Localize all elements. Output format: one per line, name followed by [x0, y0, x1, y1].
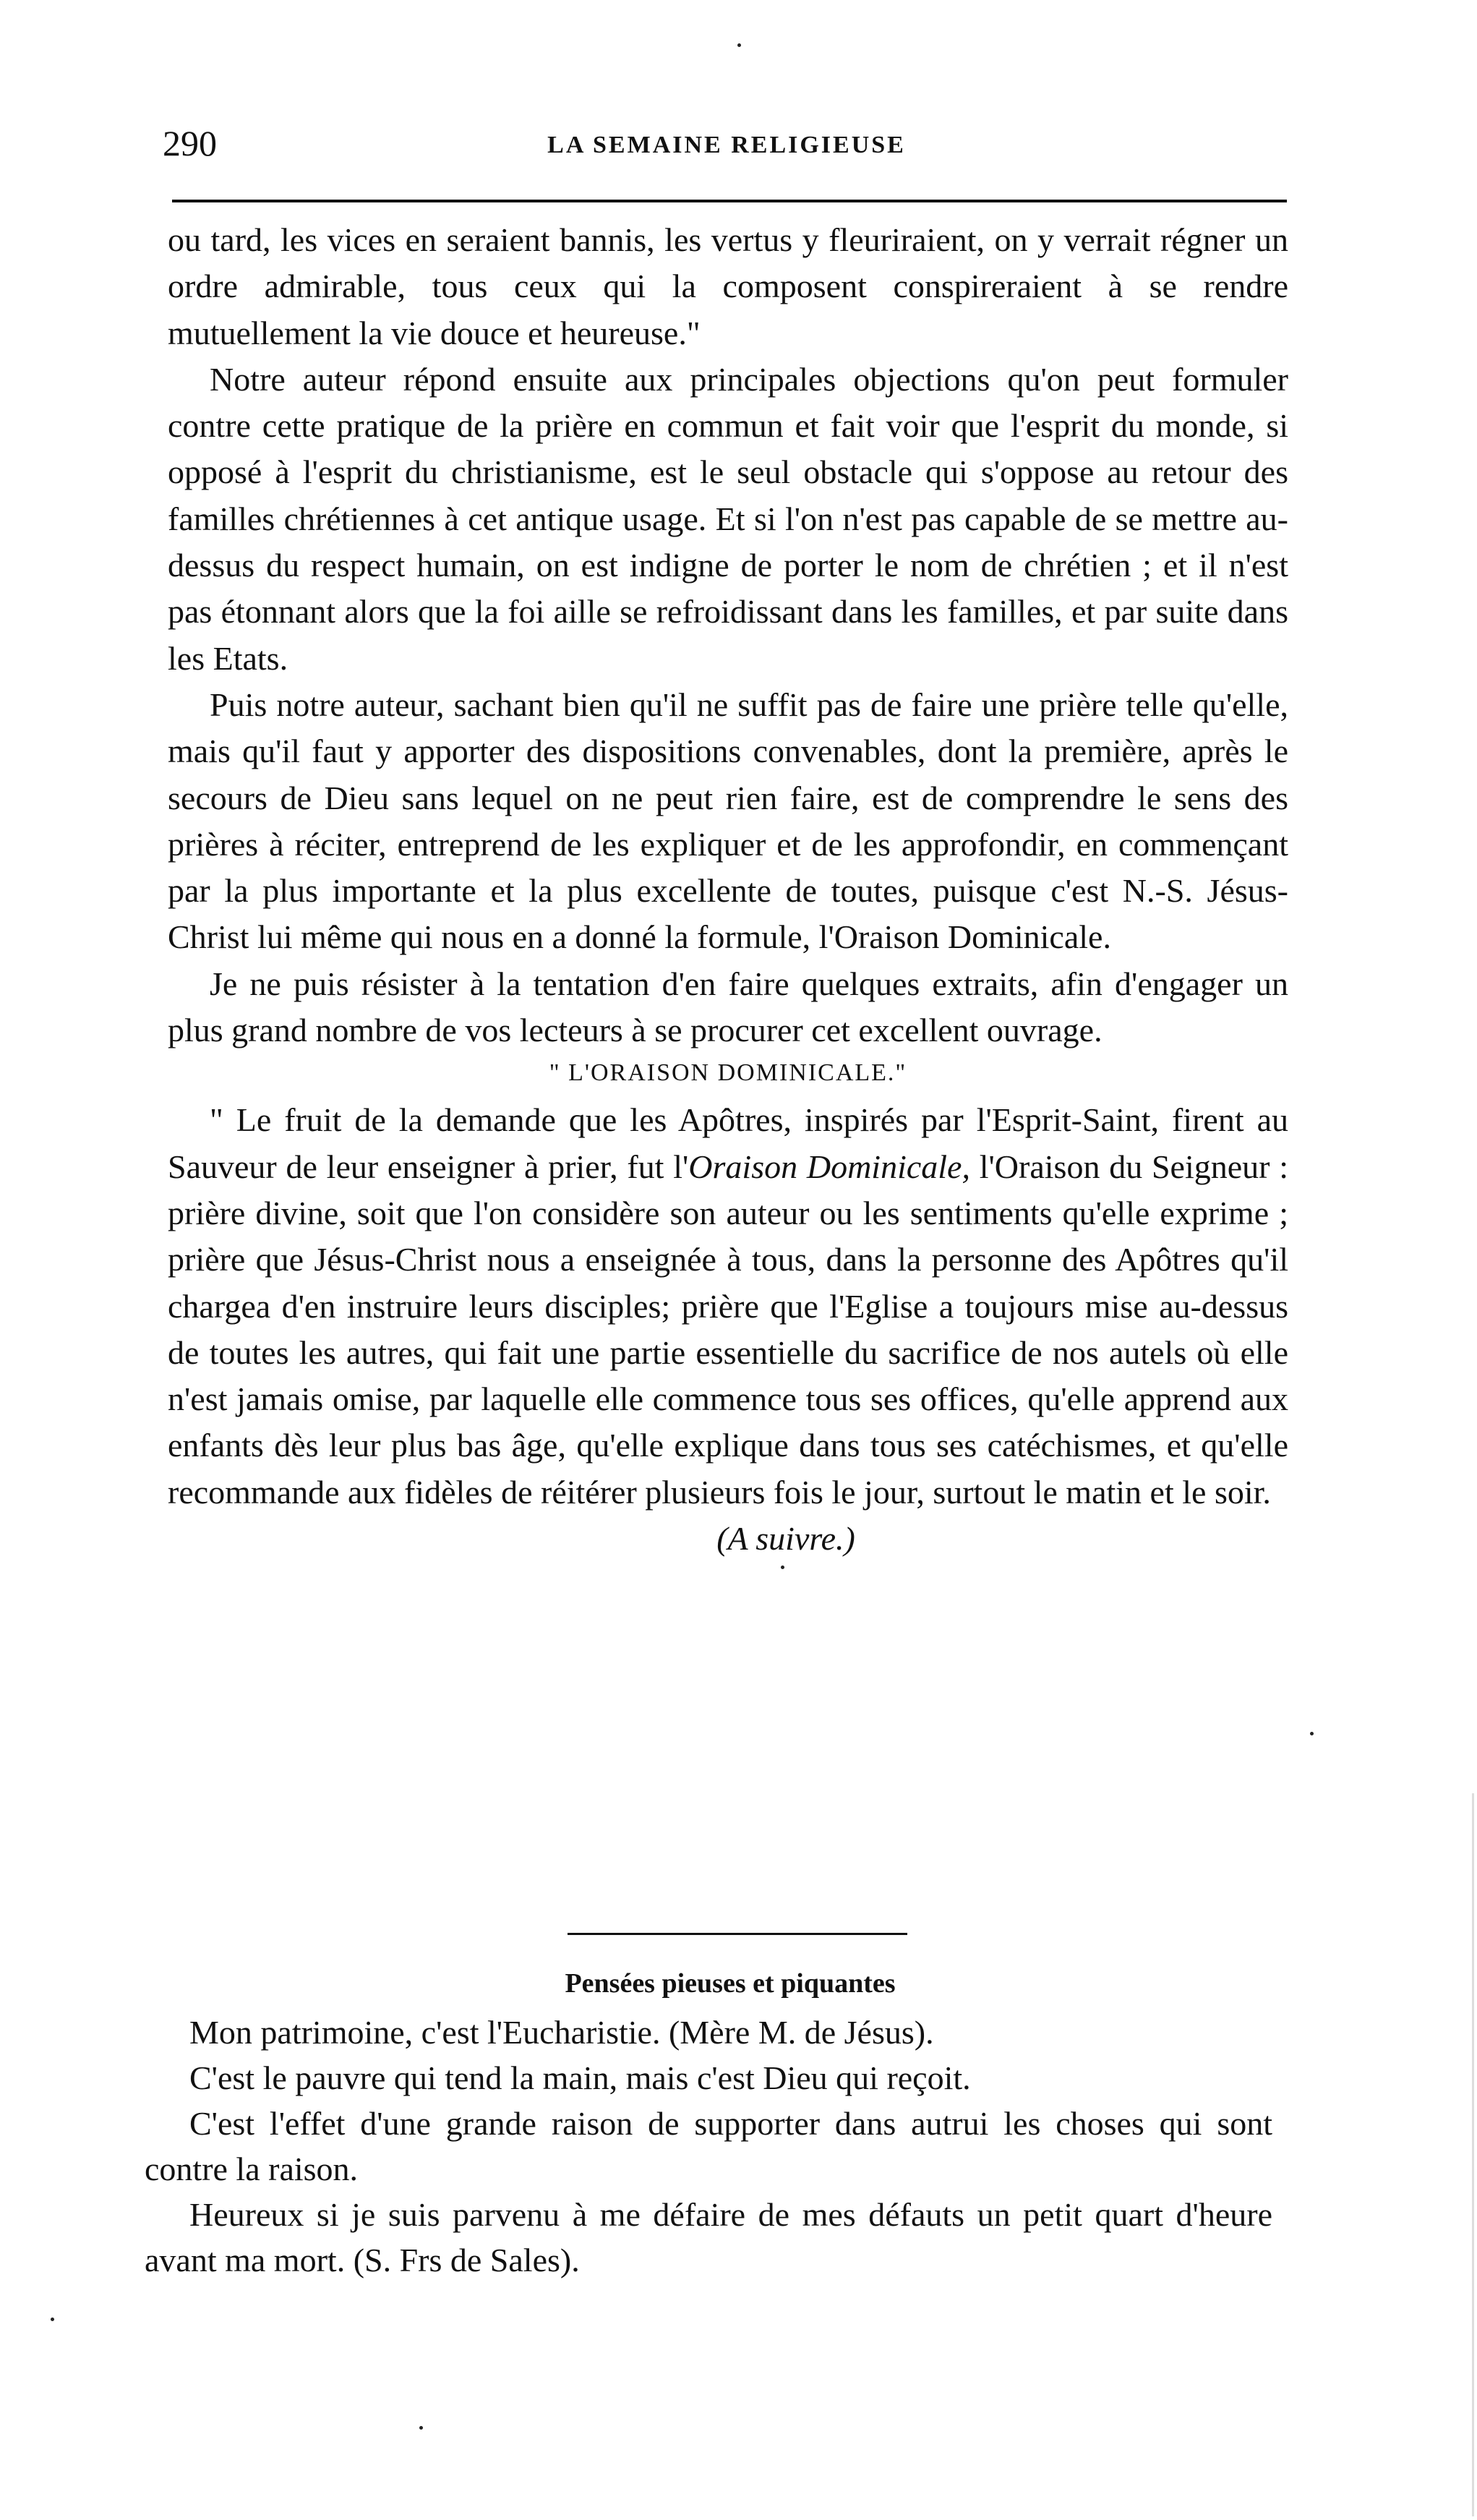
paragraph-dispositions: Puis notre auteur, sachant bien qu'il ne suffit pas de faire une prière telle qu'elle, mais qu'il faut y apporter des dispositions convenables, dont la première, après le secours de Dieu sans lequel on ne peut rien faire, est de comprendre le sens des prières à réciter, entreprend de les expliquer et de les approfondir, en commençant par la plus importante et la plus excellente de toutes, puisque c'est N.-S. Jésus-Christ lui même qui nous en a donné la formule, l'Oraison Dominicale.	[168, 685, 1288, 956]
quote-text-end: l'Oraison du Seigneur : prière divine, soit que l'on considère son auteur ou les sentiments qu'elle exprime ; prière que Jésus-Christ nous a enseignée à tous, dans la personne des Apôtres qu'il chargea d'en instruire leurs disciples; prière que l'Eglise a toujours mise au-dessus de toutes les autres, qui fait une partie essentielle du sacrifice de nos autels où elle n'est jamais omise, par laquelle elle commence tous ses offices, qu'elle apprend aux enfants dès leur plus bas âge, qu'elle explique dans tous ses catéchismes, et qu'elle recommande aux fidèles de réitérer plusieurs fois le jour, surtout le matin et le soir.	[168, 1148, 1289, 1511]
page-header	[163, 121, 1290, 172]
page-edge-shadow	[1472, 1793, 1474, 2516]
quote-text-start: " Le fruit de la demande que les Apôtres, inspirés par l'Esprit-Saint, firent au Sauveur de leur enseigner à prier, fut l'	[168, 1101, 1288, 1185]
pensee-item: C'est le pauvre qui tend la main, mais c'est Dieu qui reçoit.	[189, 2059, 971, 2096]
pensees-title: Pensées pieuses et piquantes	[565, 1968, 896, 1999]
pensee-item: Mon patrimoine, c'est l'Eucharistie. (Mère M. de Jésus).	[189, 2014, 934, 2051]
page-number: 290	[163, 123, 217, 163]
section-divider	[568, 1933, 907, 1935]
speck-mark	[737, 43, 741, 47]
article-body	[168, 217, 1288, 1562]
pensee-item: C'est l'effet d'une grande raison de supporter dans autrui les choses qui sont contre la raison.	[145, 2105, 1272, 2187]
to-follow-note: (A suivre.)	[716, 1520, 855, 1558]
speck-mark	[1310, 1732, 1314, 1735]
pensees-section	[145, 1963, 1272, 2283]
paragraph-extracts: Je ne puis résister à la tentation d'en faire quelques extraits, afin d'engager un plus grand nombre de vos lecteurs à se procurer cet excellent ouvrage.	[168, 965, 1288, 1049]
speck-mark	[781, 1566, 784, 1569]
pensee-item: Heureux si je suis parvenu à me défaire de mes défauts un petit quart d'heure avant ma mort. (S. Frs de Sales).	[145, 2196, 1272, 2278]
paragraph-objections: Notre auteur répond ensuite aux principales objections qu'on peut formuler contre cette pratique de la prière en commun et fait voir que l'esprit du monde, si opposé à l'esprit du christianisme, est le seul obstacle qui s'oppose au retour des familles chrétiennes à cet antique usage. Et si l'on n'est pas capable de se mettre au-dessus du respect humain, on est indigne de porter le nom de chrétien ; et il n'est pas étonnant alors que la foi aille se refroidissant dans les familles, et par suite dans les Etats.	[168, 360, 1288, 677]
quoted-paragraph	[168, 1097, 1288, 1516]
quote-italic-title: Oraison Dominicale,	[688, 1148, 970, 1185]
paragraph-continued: ou tard, les vices en seraient bannis, les vertus y fleuriraient, on y verrait régner un ordre admirable, tous ceux qui la composent conspireraient à se rendre mutuellement la vie douce et heureuse."	[168, 221, 1288, 351]
section-heading: " L'ORAISON DOMINICALE."	[549, 1059, 907, 1087]
speck-mark	[419, 2426, 423, 2430]
speck-mark	[51, 2318, 54, 2321]
header-rule	[172, 200, 1287, 202]
running-title: LA SEMAINE RELIGIEUSE	[547, 132, 906, 158]
